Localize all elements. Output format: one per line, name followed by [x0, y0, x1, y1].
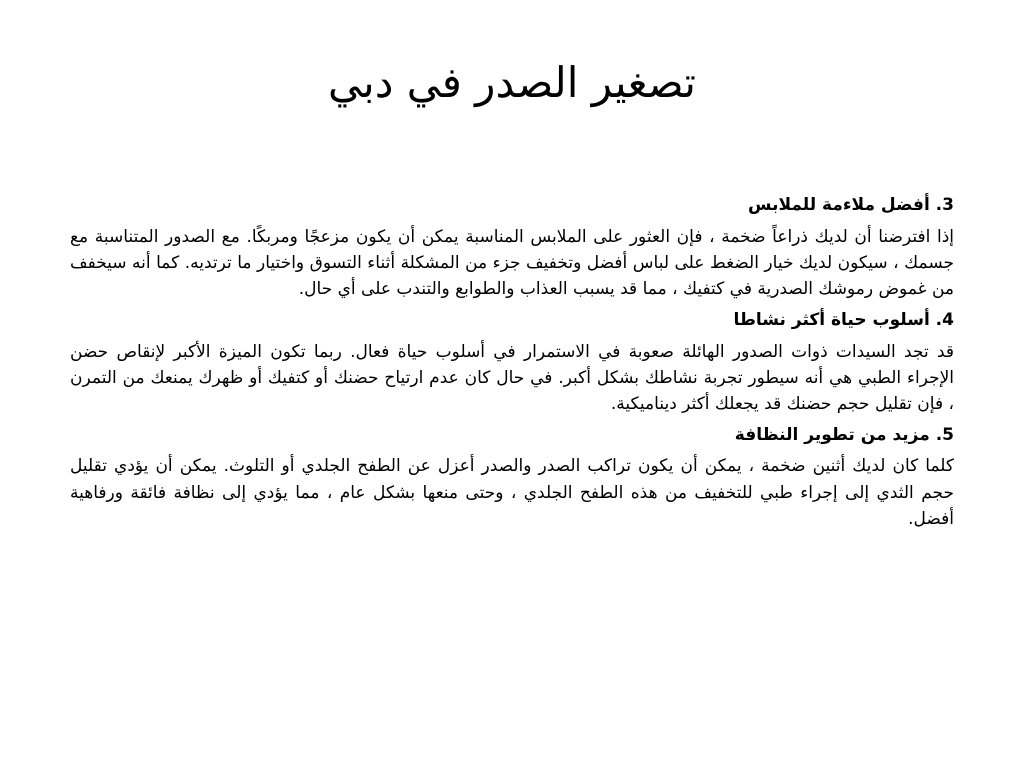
- section-heading: 3. أفضل ملاءمة للملابس: [748, 195, 954, 215]
- section-body: قد تجد السيدات ذوات الصدور الهائلة صعوبة في الاستمرار في أسلوب حياة فعال. ربما تكون الميزة الأكبر لإنقاص حضن الإجراء الطبي هي أنه سيطور تجربة نشاطك بشكل أكبر. في حال كان عدم ارتياح حضنك أو كتفيك أو ظهرك يمنعك من التمرن ، فإن تقليل حجم حضنك قد يجعلك أكثر ديناميكية.: [70, 341, 954, 415]
- section-body: إذا افترضنا أن لديك ذراعاً ضخمة ، فإن العثور على الملابس المناسبة يمكن أن يكون مزعجًا ومربكًا. مع الصدور المتناسبة مع جسمك ، سيكون لديك خيار الضغط على لباس أفضل وتخفيف جزء من المشكلة أثناء التسوق واختيار ما ترتديه. كما أنه سيخفف من غموض رموشك الصدرية في كتفيك ، مما قد يسبب العذاب والطوابع والتندب على أي حال.: [70, 226, 954, 300]
- section-heading: 5. مزيد من تطوير النظافة: [734, 424, 954, 445]
- section-body: كلما كان لديك أثنين ضخمة ، يمكن أن يكون تراكب الصدر والصدر أعزل عن الطفح الجلدي أو التلوث. يمكن أن يؤدي تقليل حجم الثدي إلى إجراء طبي للتخفيف من هذه الطفح الجلدي ، وحتى منعها بشكل عام ، مما يؤدي إلى نظافة فائقة ورفاهية أفضل.: [70, 456, 954, 530]
- section-best-fit-clothing: [70, 194, 954, 303]
- section-active-lifestyle: [70, 309, 954, 418]
- slide-content: [70, 190, 954, 538]
- section-hygiene: [70, 424, 954, 533]
- section-heading: 4. أسلوب حياة أكثر نشاطا: [733, 309, 954, 330]
- slide-title: تصغير الصدر في دبي: [328, 58, 696, 107]
